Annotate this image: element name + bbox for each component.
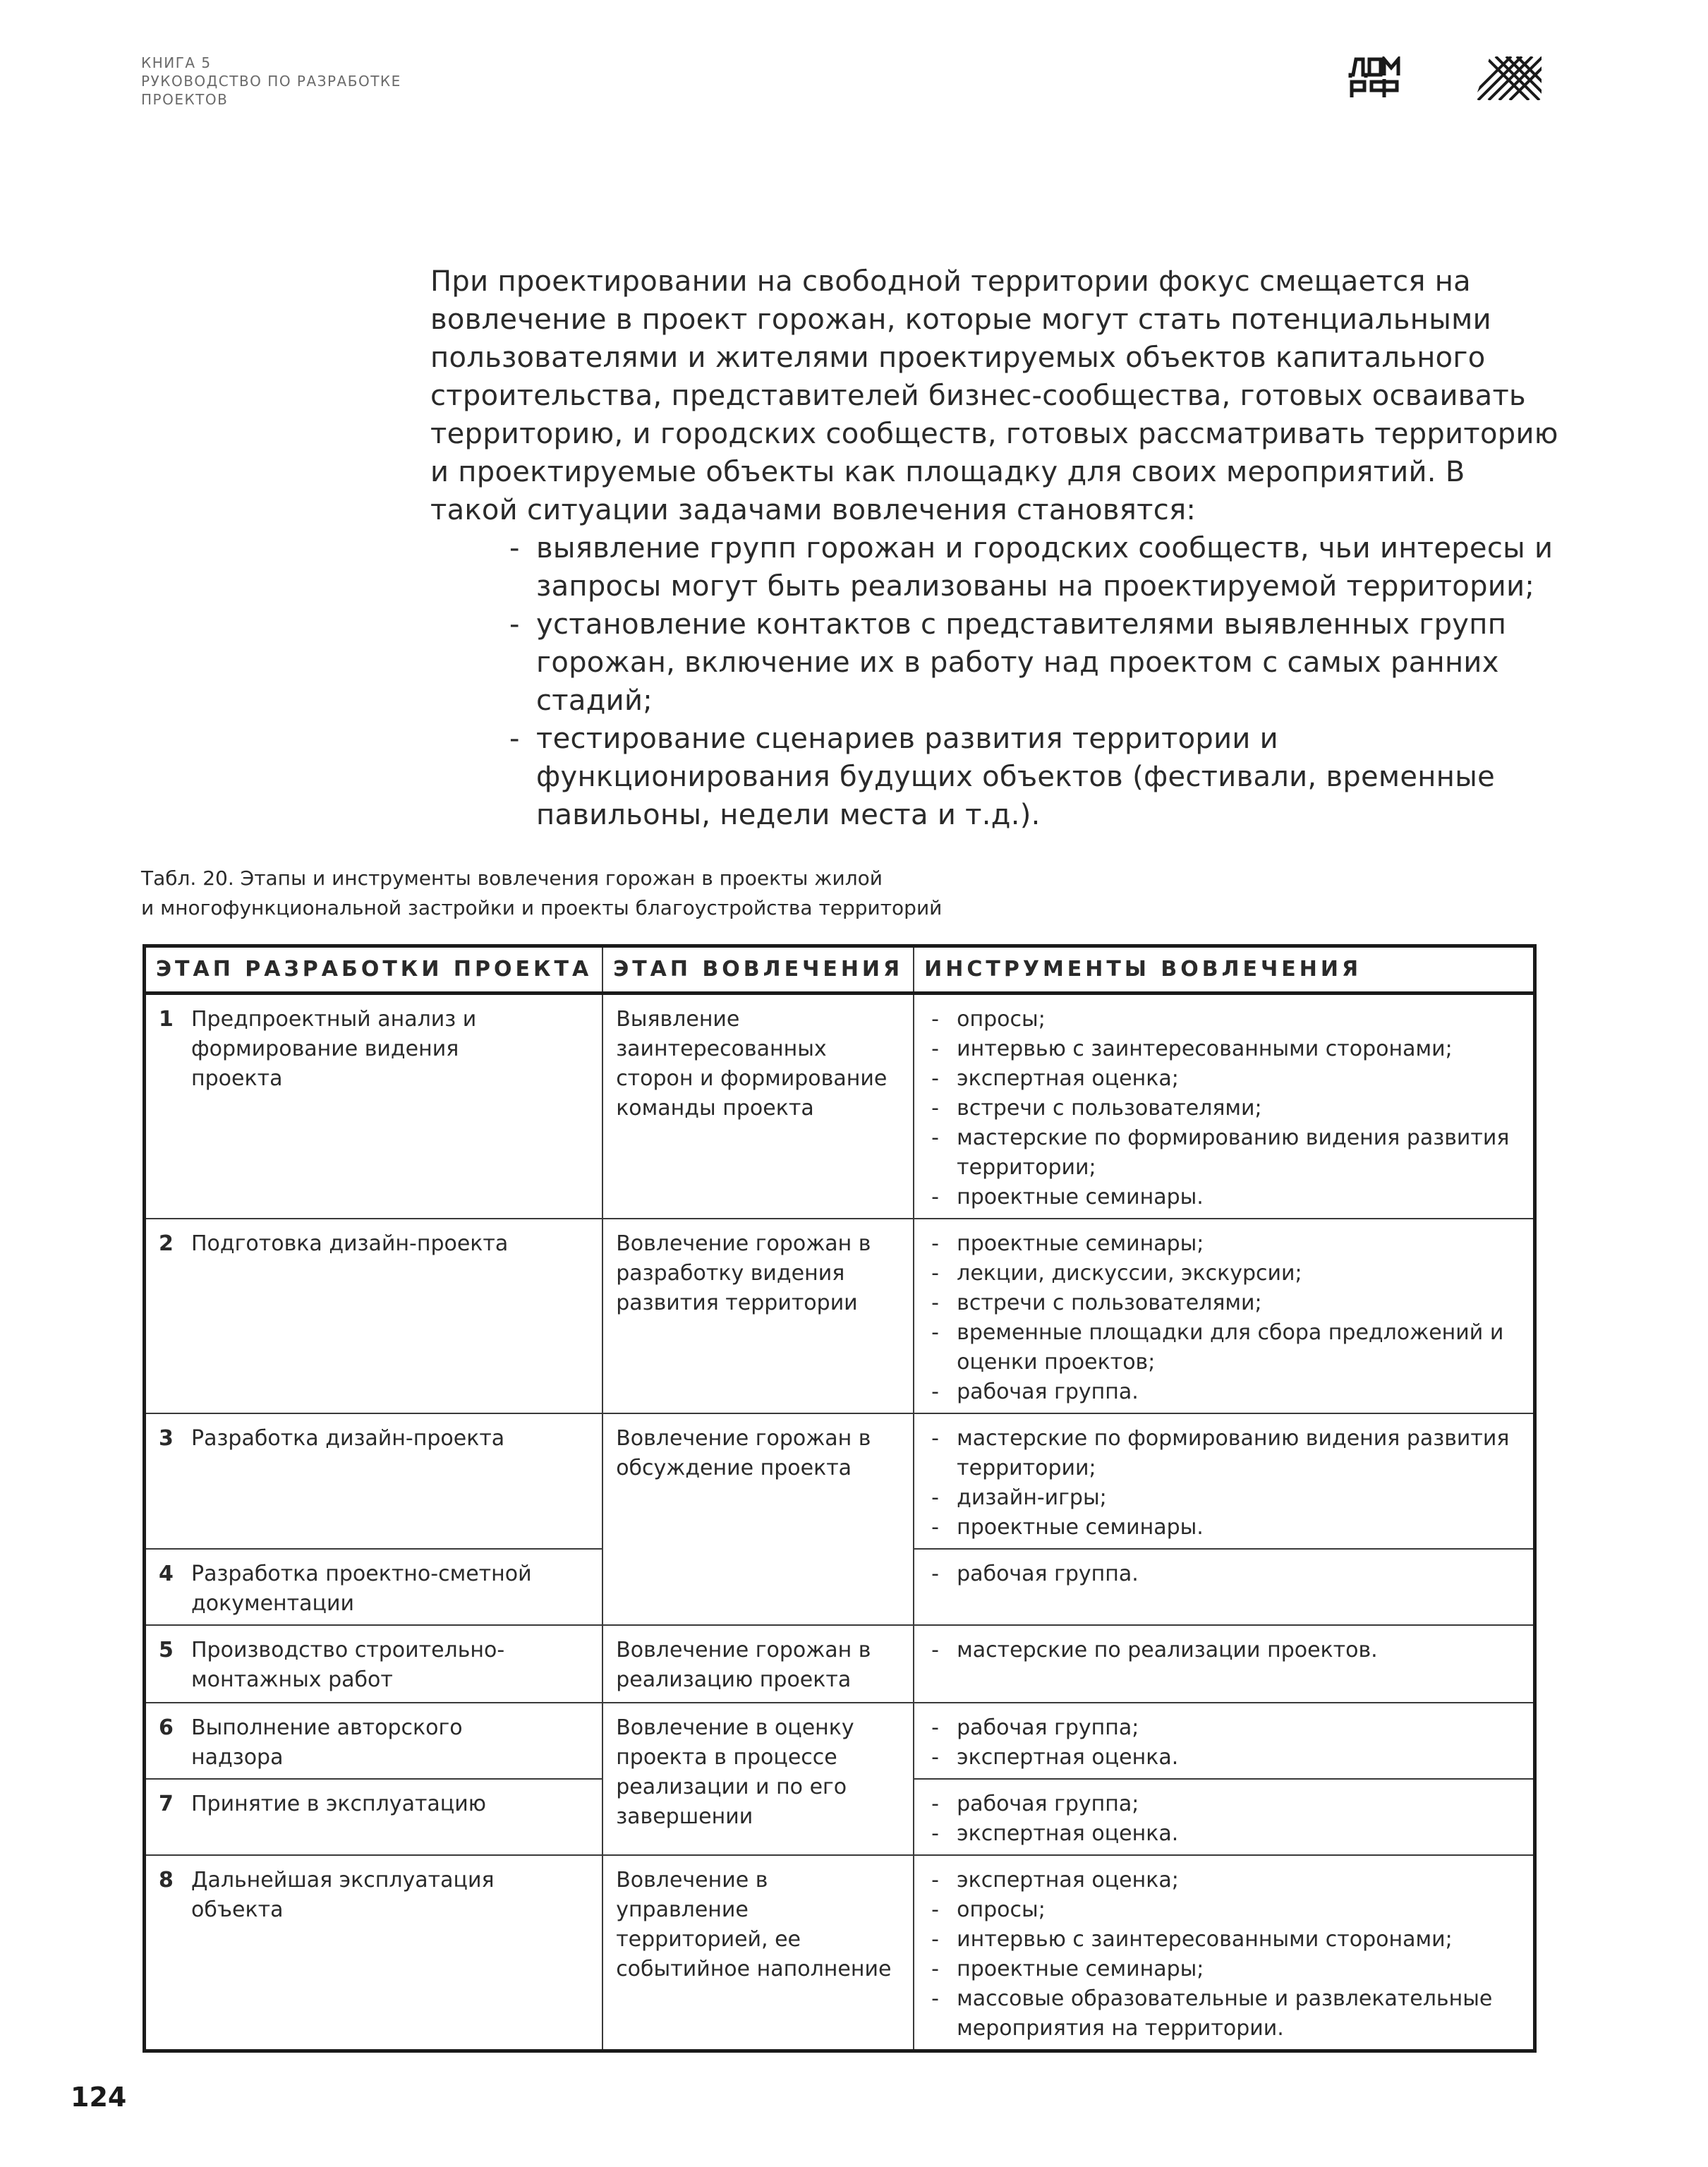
table-header-row <box>145 946 1535 994</box>
stage-name: Предпроектный анализ и формирование видения проекта <box>191 1007 477 1091</box>
stage-number: 8 <box>159 1868 174 1893</box>
column-header-involvement: ЭТАП ВОВЛЕЧЕНИЯ <box>602 946 914 994</box>
list-item: - экспертная оценка; <box>927 1064 1520 1094</box>
list-item-text: установление контактов с представителями выявленных групп горожан, включение их в работу над проектом с самых ранних стадий; <box>536 608 1507 717</box>
tools-cell <box>914 1703 1534 1779</box>
intro-paragraph: При проектировании на свободной территории фокус смещается на вовлечение в проект горожан, которые могут стать потенциальными пользователями и жителями проектируемых объектов капитального строительства, представителей бизнес-сообщества, готовых осваивать территорию, и городских сообществ, готовых рассматривать территорию и проектируемые объекты как площадку для своих мероприятий. В такой ситуации задачами вовлечения становятся: <box>430 265 1558 526</box>
list-item <box>430 605 1559 720</box>
list-item: - массовые образовательные и развлекательные мероприятия на территории. <box>927 1984 1520 2044</box>
book-label-line: КНИГА 5 <box>141 54 212 71</box>
list-item: - рабочая группа. <box>927 1559 1520 1589</box>
caption-line: и многофункциональной застройки и проекты благоустройства территорий <box>141 896 943 919</box>
list-item: - опросы; <box>927 1895 1520 1925</box>
stage-cell <box>145 1855 603 2051</box>
list-item: - мастерские по реализации проектов. <box>927 1636 1520 1665</box>
tools-cell <box>914 1625 1534 1703</box>
tools-list <box>927 1789 1520 1849</box>
stage-cell <box>145 1549 603 1625</box>
stages-table <box>143 944 1537 2053</box>
list-item: - экспертная оценка. <box>927 1743 1520 1773</box>
tools-list <box>927 1424 1520 1543</box>
stage-number: 6 <box>159 1715 174 1740</box>
stage-cell <box>145 1413 603 1549</box>
bullet-dash: - <box>509 608 520 641</box>
list-item: - мастерские по формированию видения развития территории; <box>927 1123 1520 1183</box>
list-item: - проектные семинары. <box>927 1513 1520 1543</box>
list-item: - экспертная оценка. <box>927 1819 1520 1849</box>
stage-name: Разработка дизайн-проекта <box>191 1426 505 1451</box>
list-item: - интервью с заинтересованными сторонами; <box>927 1925 1520 1955</box>
tools-list <box>927 1559 1520 1589</box>
book-label-line: ПРОЕКТОВ <box>141 91 229 108</box>
list-item: - рабочая группа; <box>927 1713 1520 1743</box>
table-row <box>145 1855 1535 2051</box>
list-item: - проектные семинары. <box>927 1183 1520 1212</box>
stage-number: 7 <box>159 1792 174 1816</box>
stage-name: Производство строительно-монтажных работ <box>191 1638 505 1692</box>
involvement-cell: Вовлечение горожан в обсуждение проекта <box>602 1413 914 1625</box>
involvement-cell: Вовлечение в управление территорией, ее событийное наполнение <box>602 1855 914 2051</box>
tools-list <box>927 1636 1520 1665</box>
involvement-cell: Вовлечение в оценку проекта в процессе реализации и по его завершении <box>602 1703 914 1855</box>
column-header-tools: ИНСТРУМЕНТЫ ВОВЛЕЧЕНИЯ <box>914 946 1534 994</box>
tools-list <box>927 1005 1520 1212</box>
list-item-text: тестирование сценариев развития территории и функционирования будущих объектов (фестивали, временные павильоны, недели места и т.д.). <box>536 723 1495 831</box>
stage-cell <box>145 994 603 1219</box>
stage-cell <box>145 1703 603 1779</box>
stage-name: Разработка проектно-сметной документации <box>191 1562 532 1616</box>
list-item: - рабочая группа. <box>927 1377 1520 1407</box>
tools-cell <box>914 1779 1534 1855</box>
stage-cell <box>145 1625 603 1703</box>
table-row <box>145 1625 1535 1703</box>
stage-name: Принятие в эксплуатацию <box>191 1792 486 1816</box>
list-item-text: выявление групп горожан и городских сообществ, чьи интересы и запросы могут быть реализованы на проектируемой территории; <box>536 532 1553 603</box>
tools-list <box>927 1713 1520 1773</box>
stage-number: 4 <box>159 1562 174 1586</box>
list-item: - встречи с пользователями; <box>927 1094 1520 1123</box>
stage-name: Дальнейшая эксплуатация объекта <box>191 1868 495 1922</box>
caption-line: Табл. 20. Этапы и инструменты вовлечения горожан в проекты жилой <box>141 867 883 890</box>
tools-cell <box>914 1219 1534 1413</box>
pattern-logo-icon <box>1474 56 1542 100</box>
stage-cell <box>145 1219 603 1413</box>
stage-number: 3 <box>159 1426 174 1451</box>
list-item: - дизайн-игры; <box>927 1483 1520 1513</box>
list-item: - опросы; <box>927 1005 1520 1034</box>
table-row <box>145 1219 1535 1413</box>
tools-cell <box>914 994 1534 1219</box>
involvement-cell: Вовлечение горожан в реализацию проекта <box>602 1625 914 1703</box>
involvement-cell: Выявление заинтересованных сторон и формирование команды проекта <box>602 994 914 1219</box>
stage-number: 1 <box>159 1007 174 1032</box>
tools-cell <box>914 1855 1534 2051</box>
list-item: - проектные семинары; <box>927 1229 1520 1259</box>
list-item <box>430 720 1559 834</box>
intro-bullet-list <box>430 529 1559 834</box>
list-item: - проектные семинары; <box>927 1955 1520 1984</box>
page-number: 124 <box>71 2082 127 2113</box>
intro-text <box>430 262 1559 834</box>
list-item: - временные площадки для сбора предложений и оценки проектов; <box>927 1318 1520 1377</box>
dom-rf-logo <box>1347 56 1403 99</box>
involvement-cell: Вовлечение горожан в разработку видения развития территории <box>602 1219 914 1413</box>
book-label <box>141 54 401 109</box>
bullet-dash: - <box>509 532 520 565</box>
stage-name: Выполнение авторского надзора <box>191 1715 463 1770</box>
table-row <box>145 1413 1535 1549</box>
column-header-stage: ЭТАП РАЗРАБОТКИ ПРОЕКТА <box>145 946 603 994</box>
table-row <box>145 1703 1535 1779</box>
tools-list <box>927 1866 1520 2044</box>
list-item: - лекции, дискуссии, экскурсии; <box>927 1259 1520 1288</box>
book-label-line: РУКОВОДСТВО ПО РАЗРАБОТКЕ <box>141 73 401 90</box>
bullet-dash: - <box>509 723 520 755</box>
tools-cell <box>914 1549 1534 1625</box>
tools-list <box>927 1229 1520 1407</box>
table-caption <box>141 864 1199 923</box>
stage-name: Подготовка дизайн-проекта <box>191 1231 509 1256</box>
stage-number: 5 <box>159 1638 174 1662</box>
stage-cell <box>145 1779 603 1855</box>
list-item <box>430 529 1559 605</box>
list-item: - рабочая группа; <box>927 1789 1520 1819</box>
list-item: - экспертная оценка; <box>927 1866 1520 1895</box>
tools-cell <box>914 1413 1534 1549</box>
table-row <box>145 994 1535 1219</box>
list-item: - встречи с пользователями; <box>927 1288 1520 1318</box>
list-item: - мастерские по формированию видения развития территории; <box>927 1424 1520 1483</box>
list-item: - интервью с заинтересованными сторонами; <box>927 1034 1520 1064</box>
stage-number: 2 <box>159 1231 174 1256</box>
